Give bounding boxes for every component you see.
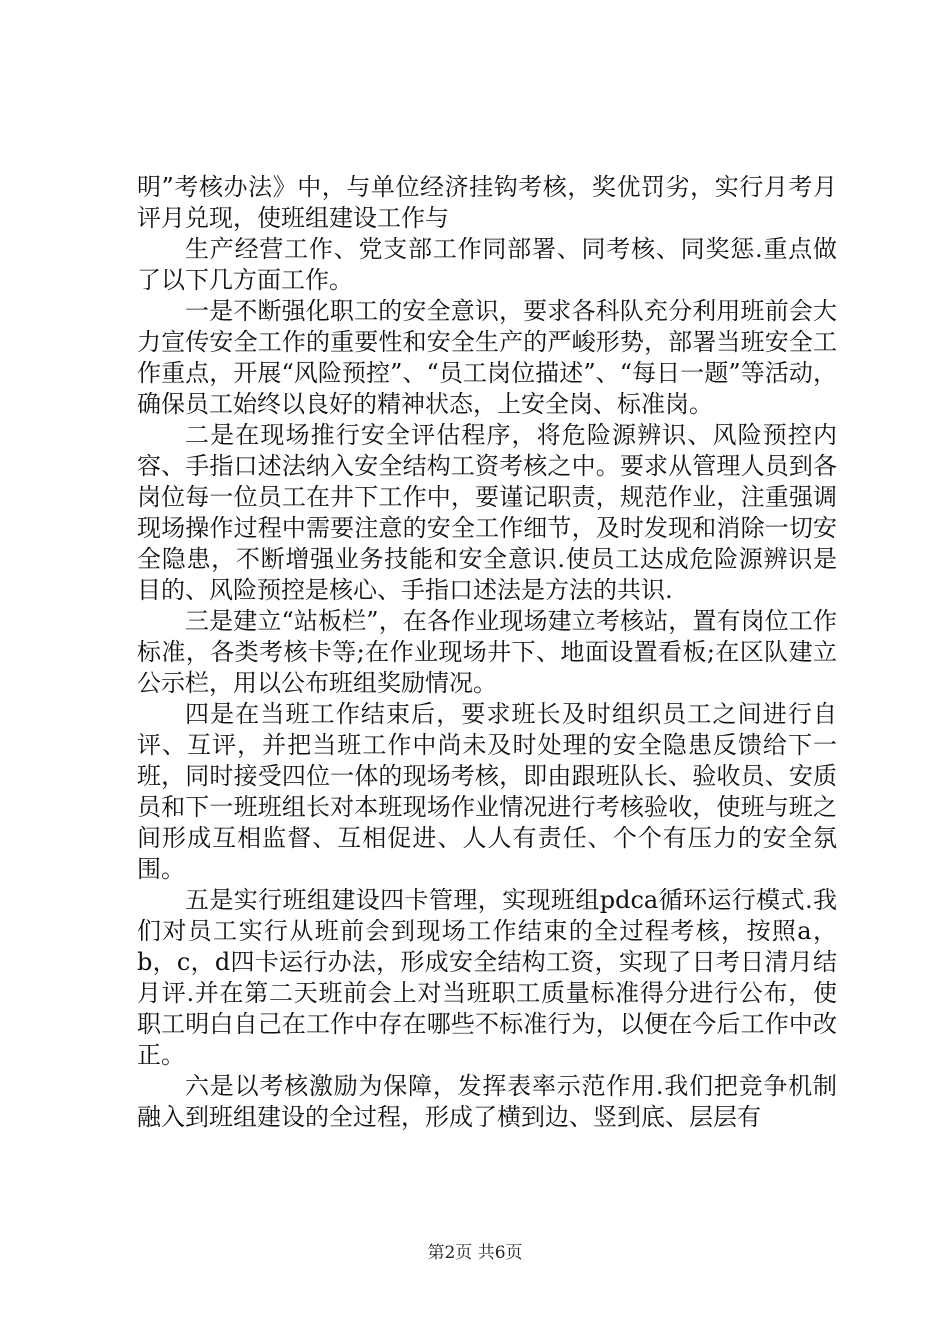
paragraph-item-2: 二是在现场推行安全评估程序，将危险源辨识、风险预控内容、手指口述法纳入安全结构工资考核之中。要求从管理人员到各岗位每一位员工在井下工作中，要谨记职责，规范作业，注重强调现场操作过程中需要注意的安全工作细节，及时发现和消除一切安全隐患，不断增强业务技能和安全意识.使员工达成危险源辨识是目的、风险预控是核心、手指口述法是方法的共识. <box>137 421 837 604</box>
paragraph-intro: 生产经营工作、党支部工作同部署、同考核、同奖惩.重点做了以下几方面工作。 <box>137 235 837 294</box>
paragraph-item-6: 六是以考核激励为保障，发挥表率示范作用.我们把竞争机制融入到班组建设的全过程，形成了横到边、竖到底、层层有 <box>137 1072 837 1131</box>
paragraph-item-3: 三是建立“站板栏”，在各作业现场建立考核站，置有岗位工作标准，各类考核卡等;在作业现场井下、地面设置看板;在区队建立公示栏，用以公布班组奖励情况。 <box>137 607 837 697</box>
paragraph-item-4: 四是在当班工作结束后，要求班长及时组织员工之间进行自评、互评，并把当班工作中尚未及时处理的安全隐患反馈给下一班，同时接受四位一体的现场考核，即由跟班队长、验收员、安质员和下一班班组长对本班现场作业情况进行考核验收，使班与班之间形成互相监督、互相促进、人人有责任、个个有压力的安全氛围。 <box>137 700 837 883</box>
paragraph-item-5: 五是实行班组建设四卡管理，实现班组pdca循环运行模式.我们对员工实行从班前会到现场工作结束的全过程考核，按照a，b，c，d四卡运行办法，形成安全结构工资，实现了日考日清月结月评.并在第二天班前会上对当班职工质量标准得分进行公布，使职工明白自己在工作中存在哪些不标准行为，以便在今后工作中改正。 <box>137 886 837 1069</box>
document-body <box>137 172 837 1133</box>
paragraph-continuation: 明”考核办法》中，与单位经济挂钩考核，奖优罚劣，实行月考月评月兑现，使班组建设工作与 <box>137 173 837 232</box>
paragraph-item-1: 一是不断强化职工的安全意识，要求各科队充分利用班前会大力宣传安全工作的重要性和安全生产的严峻形势，部署当班安全工作重点，开展“风险预控”、“员工岗位描述”、“每日一题”等活动，确保员工始终以良好的精神状态，上安全岗、标准岗。 <box>137 297 837 418</box>
page-number-footer: 第2页 共6页 <box>427 1243 523 1263</box>
